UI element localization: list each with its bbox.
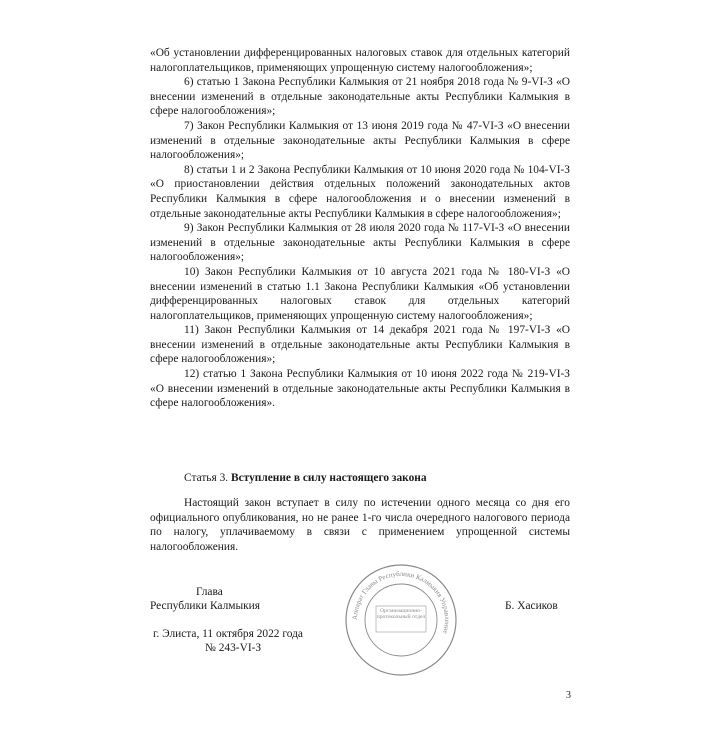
enumerated-list [150,46,570,411]
stamp-center-text: Организационно-протокольный отдел [376,608,426,621]
signatory-title: Глава [196,586,223,598]
list-item: 8) статьи 1 и 2 Закона Республики Калмыкия от 10 июня 2020 года № 104-VI-З «О приостановлении действия отдельных положений законодательных актов Республики Калмыкия в сфере налогообложения и о внесении изменений в отдельные законодательные акты Республики Калмыкия в сфере налогообложения»; [150,163,570,220]
signatory-region: Республики Калмыкия [150,600,261,612]
signatory-name: Б. Хасиков [505,600,558,612]
list-item: 10) Закон Республики Калмыкия от 10 августа 2021 года № 180-VI-З «О внесении изменений в статью 1.1 Закона Республики Калмыкия «Об установлении дифференцированных налоговых ставок для отдельных категорий налогоплательщиков, применяющих упрощенную систему налогообложения»; [150,265,570,322]
list-item: 12) статью 1 Закона Республики Калмыкия от 10 июня 2022 года № 219-VI-З «О внесении изменений в отдельные законодательные акты Республики Калмыкия в сфере налогообложения». [150,368,570,410]
official-stamp [343,562,459,678]
list-item: 11) Закон Республики Калмыкия от 14 декабря 2021 года № 197-VI-З «О внесении изменений в отдельные законодательные акты Республики Калмыкия в сфере налогообложения»; [150,324,570,366]
law-number: № 243-VI-З [205,642,262,654]
article-number: Статья 3. [184,472,229,484]
list-item: 9) Закон Республики Калмыкия от 28 июля 2020 года № 117-VI-З «О внесении изменений в отдельные законодательные акты Республики Калмыкия в сфере налогообложения»; [150,222,570,264]
list-item: 7) Закон Республики Калмыкия от 13 июня 2019 года № 47-VI-З «О внесении изменений в отдельные законодательные акты Республики Калмыкия в сфере налогообложения»; [150,119,570,162]
page-number: 3 [566,690,571,701]
list-item: 6) статью 1 Закона Республики Калмыкия от 21 ноября 2018 года № 9-VI-З «О внесении изменений в отдельные законодательные акты Республики Калмыкия в сфере налогообложения»; [150,76,570,118]
list-item: «Об установлении дифференцированных налоговых ставок для отдельных категорий налогоплательщиков, применяющих упрощенную систему налогообложения»; [150,47,570,74]
article-text: Настоящий закон вступает в силу по истечении одного месяца со дня его официального опубликования, но не ранее 1-го числа очередного налогового периода по налогу, уплачиваемому в связи с применением упрощенной системы налогообложения. [150,497,570,553]
stamp-ring-text: Аппарат Главы Республики Калмыкия Управление [350,569,452,635]
article-title: Вступление в силу настоящего закона [231,472,427,484]
article-heading [184,471,427,486]
place-and-date: г. Элиста, 11 октября 2022 года [153,628,303,640]
